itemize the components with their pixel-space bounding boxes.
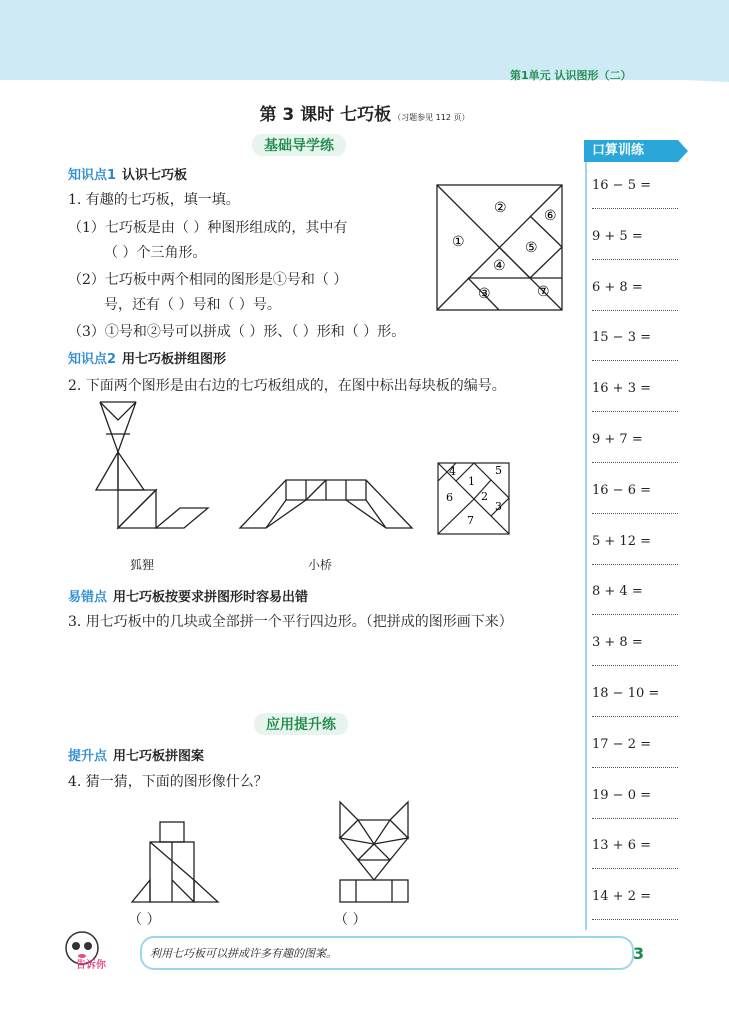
- robot-figure: [128, 820, 223, 910]
- improvement-point: [68, 745, 204, 764]
- sidebar-title: 口算训练: [584, 140, 678, 162]
- calc-item: 6 + 8 =: [592, 279, 643, 295]
- answer-line[interactable]: [592, 767, 678, 768]
- calc-item: 16 − 5 =: [592, 178, 651, 193]
- calc-item: 5 + 12 =: [592, 533, 651, 549]
- animal-figure: [336, 800, 416, 910]
- answer-line[interactable]: [592, 614, 678, 615]
- answer-line[interactable]: [592, 919, 678, 920]
- answer-line[interactable]: [592, 208, 678, 209]
- lesson-title-text: 第 3 课时 七巧板: [259, 105, 392, 125]
- calc-item: 17 − 2 =: [592, 736, 651, 752]
- answer-line[interactable]: [592, 360, 678, 361]
- calc-item: 8 + 4 =: [592, 584, 643, 600]
- fox-caption: 狐狸: [130, 558, 155, 572]
- q1-part2-line1: （2）七巧板中两个相同的图形是①号和（ ）: [68, 272, 348, 288]
- q1-stem: 1. 有趣的七巧板，填一填。: [68, 192, 240, 208]
- q1-part3: （3）①号和②号可以拼成（ ）形、（ ）形和（ ）形。: [68, 324, 406, 340]
- numbered-tangram: [437, 462, 511, 536]
- kp3-text: 用七巧板拼图案: [113, 749, 205, 764]
- page-number: 3: [633, 944, 645, 963]
- piece-label-3: ③: [478, 286, 491, 302]
- q4-blank-2: （ ）: [334, 912, 367, 928]
- calc-item: 13 + 6 =: [592, 838, 651, 854]
- q1-part2-line2: 号，还有（ ）号和（ ）号。: [104, 297, 281, 313]
- tangram-diagram: [436, 184, 564, 312]
- answer-line[interactable]: [592, 818, 678, 819]
- tangram-num-4: 4: [449, 465, 456, 478]
- kp2-tag: 知识点2: [68, 352, 117, 367]
- unit-label: 第1单元 认识图形（二）: [510, 69, 632, 82]
- lesson-ref: （习题参见 112 页）: [393, 113, 470, 122]
- calc-item: 9 + 7 =: [592, 432, 643, 447]
- calc-item: 19 − 0 =: [592, 787, 651, 803]
- q2-stem: 2. 下面两个图形是由右边的七巧板组成的，在图中标出每块板的编号。: [68, 378, 506, 394]
- err-tag: 易错点: [68, 590, 108, 605]
- piece-label-2: ②: [494, 200, 507, 216]
- tangram-num-2: 2: [481, 490, 488, 503]
- bridge-figure: [236, 470, 416, 530]
- piece-label-6: ⑥: [544, 208, 557, 224]
- q1-part1-line2: （ ）个三角形。: [104, 245, 207, 261]
- calc-item: 18 − 10 =: [592, 686, 660, 701]
- bridge-caption: 小桥: [308, 558, 333, 572]
- tangram-num-6: 6: [446, 491, 453, 504]
- calc-item: 16 − 6 =: [592, 482, 651, 498]
- answer-line[interactable]: [592, 665, 678, 666]
- err-text: 用七巧板按要求拼图形时容易出错: [113, 590, 309, 605]
- calc-item: 9 + 5 =: [592, 228, 643, 244]
- q1-part1-line1: （1）七巧板是由（ ）种图形组成的，其中有: [68, 220, 348, 236]
- fox-figure: [92, 400, 222, 545]
- error-prone-point: [68, 586, 308, 605]
- tip-text: 利用七巧板可以拼成许多有趣的图案。: [150, 947, 337, 960]
- q4-blank-1: （ ）: [128, 912, 161, 928]
- sidebar-title-arrow: [678, 140, 688, 162]
- kp1-text: 认识七巧板: [122, 168, 188, 183]
- calc-item: 3 + 8 =: [592, 635, 643, 651]
- answer-line[interactable]: [592, 411, 678, 412]
- tell-label: 告诉你: [76, 960, 106, 971]
- kp2-text: 用七巧板拼组图形: [122, 352, 227, 367]
- piece-label-4: ④: [493, 258, 506, 274]
- answer-line[interactable]: [592, 868, 678, 869]
- knowledge-point-2: [68, 348, 226, 367]
- calc-item: 16 + 3 =: [592, 381, 651, 397]
- q4-stem: 4. 猜一猜，下面的图形像什么？: [68, 774, 268, 790]
- kp1-tag: 知识点1: [68, 168, 117, 183]
- calc-item: 14 + 2 =: [592, 889, 651, 905]
- answer-line[interactable]: [592, 513, 678, 514]
- tangram-num-1: 1: [468, 475, 475, 488]
- piece-label-1: ①: [452, 234, 465, 250]
- section-basic: 基础导学练: [252, 134, 346, 156]
- answer-line[interactable]: [592, 259, 678, 260]
- answer-line[interactable]: [592, 716, 678, 717]
- answer-line[interactable]: [592, 462, 678, 463]
- kp3-tag: 提升点: [68, 749, 108, 764]
- answer-line[interactable]: [592, 310, 678, 311]
- section-advanced: 应用提升练: [254, 713, 348, 735]
- tangram-num-5: 5: [495, 464, 502, 477]
- answer-line[interactable]: [592, 564, 678, 565]
- knowledge-point-1: [68, 164, 187, 183]
- tangram-num-3: 3: [495, 500, 502, 513]
- q3-stem: 3. 用七巧板中的几块或全部拼一个平行四边形。（把拼成的图形画下来）: [68, 614, 513, 630]
- piece-label-7: ⑦: [537, 284, 550, 300]
- piece-label-5: ⑤: [525, 240, 538, 256]
- tangram-num-7: 7: [467, 514, 474, 527]
- calc-item: 15 − 3 =: [592, 330, 651, 346]
- lesson-title: [0, 100, 729, 125]
